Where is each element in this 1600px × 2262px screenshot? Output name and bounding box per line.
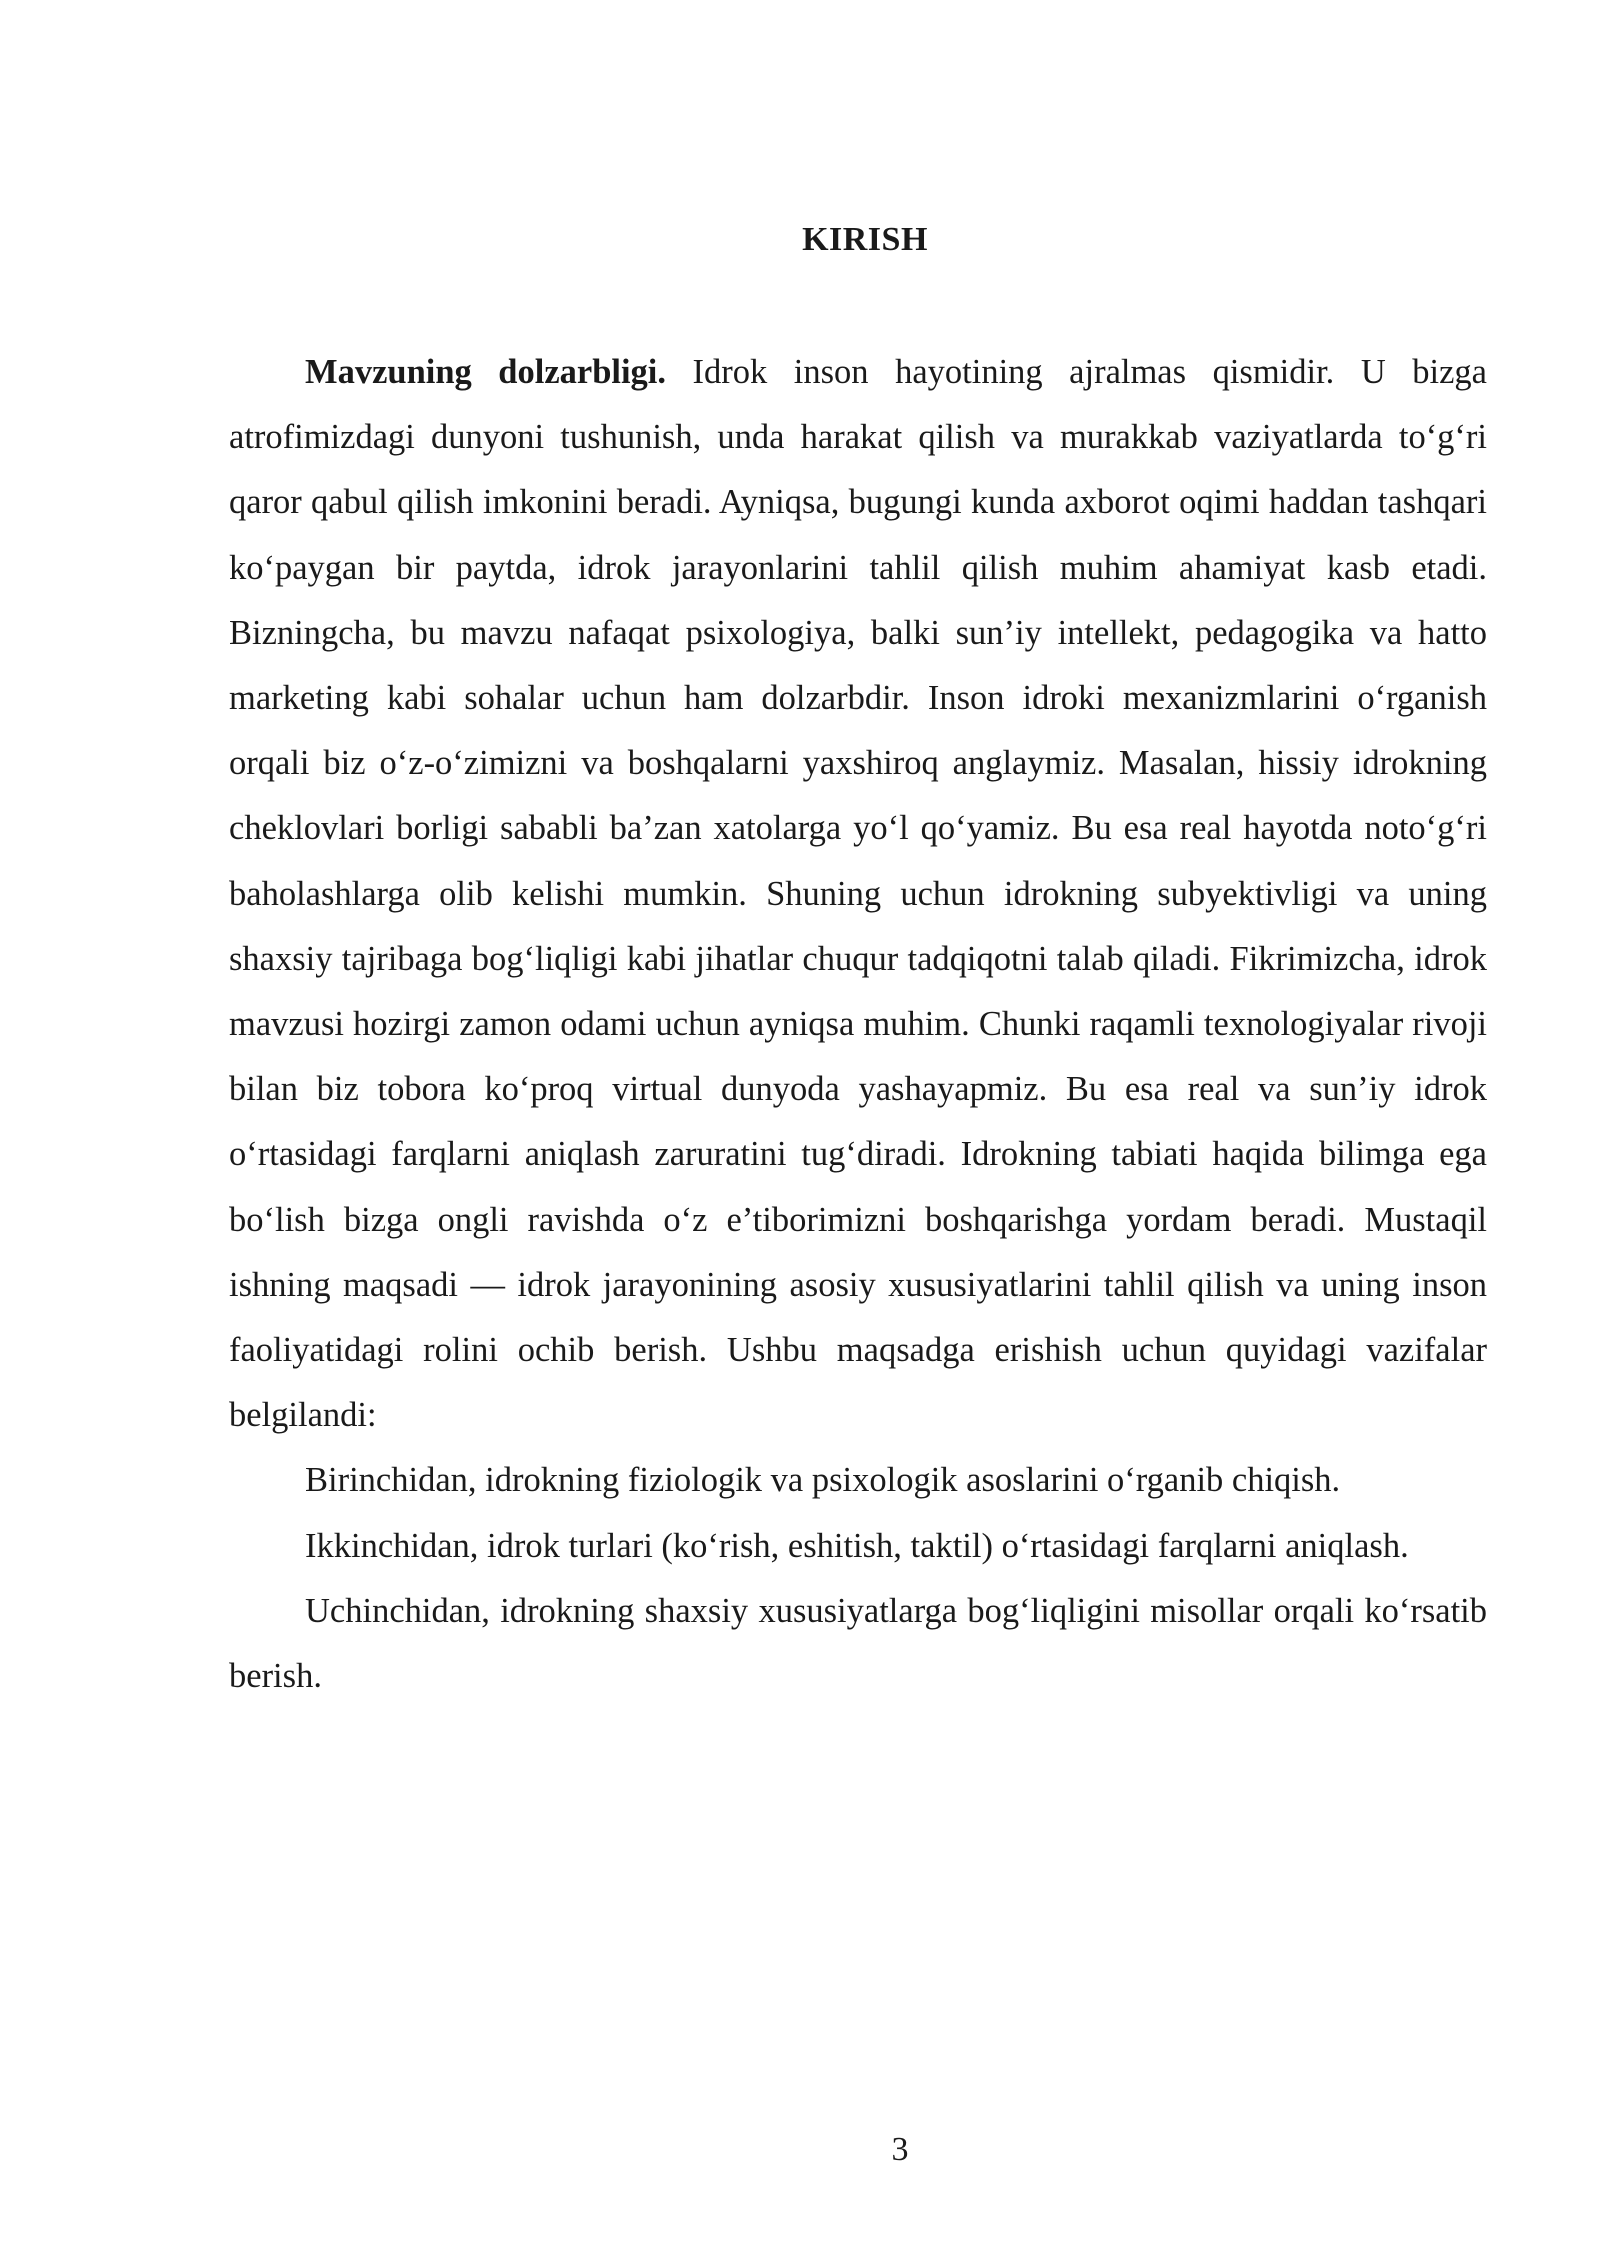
body-text [229, 340, 1487, 1709]
paragraph-task-2: Ikkinchidan, idrok turlari (ko‘rish, eshitish, taktil) o‘rtasidagi farqlarni aniqlash. [305, 1526, 1409, 1565]
section-heading: KIRISH [802, 221, 928, 258]
paragraph-relevance [229, 340, 1487, 1448]
paragraph-task-1: Birinchidan, idrokning fiziologik va psixologik asoslarini o‘rganib chiqish. [305, 1461, 1341, 1500]
paragraph-task-3: Uchinchidan, idrokning shaxsiy xususiyatlarga bog‘liqligini misollar orqali ko‘rsatib berish. [229, 1591, 1487, 1696]
paragraph-text: Idrok inson hayotining ajralmas qismidir. U bizga atrofimizdagi dunyoni tushunish, unda harakat qilish va murakkab vaziyatlarda to‘g‘ri qaror qabul qilish imkonini beradi. Ayniqsa, bugungi kunda axborot oqimi haddan tashqari ko‘paygan bir paytda, idrok jarayonlarini tahlil qilish muhim ahamiyat kasb etadi. Bizningcha, bu mavzu nafaqat psixologiya, balki sun’iy intellekt, pedagogika va hatto marketing kabi sohalar uchun ham dolzarbdir. Inson idroki mexanizmlarini o‘rganish orqali biz o‘z-o‘zimizni va boshqalarni yaxshiroq anglaymiz. Masalan, hissiy idrokning cheklovlari borligi sababli ba’zan xatolarga yo‘l qo‘yamiz. Bu esa real hayotda noto‘g‘ri baholashlarga olib kelishi mumkin. Shuning uchun idrokning subyektivligi va uning shaxsiy tajribaga bog‘liqligi kabi jihatlar chuqur tadqiqotni talab qiladi. Fikrimizcha, idrok mavzusi hozirgi zamon odami uchun ayniqsa muhim. Chunki raqamli texnologiyalar rivoji bilan biz tobora ko‘proq virtual dunyoda yashayapmiz. Bu esa real va sun’iy idrok o‘rtasidagi farqlarni aniqlash zaruratini tug‘diradi. Idrokning tabiati haqida bilimga ega bo‘lish bizga ongli ravishda o‘z e’tiborimizni boshqarishga yordam beradi. Mustaqil ishning maqsadi — idrok jarayonining asosiy xususiyatlarini tahlil qilish va uning inson faoliyatidagi rolini ochib berish. Ushbu maqsadga erishish uchun quyidagi vazifalar belgilandi: [229, 353, 1487, 1435]
page-number: 3 [891, 2131, 909, 2168]
paragraph-lead: Mavzuning dolzarbligi. [305, 353, 667, 391]
